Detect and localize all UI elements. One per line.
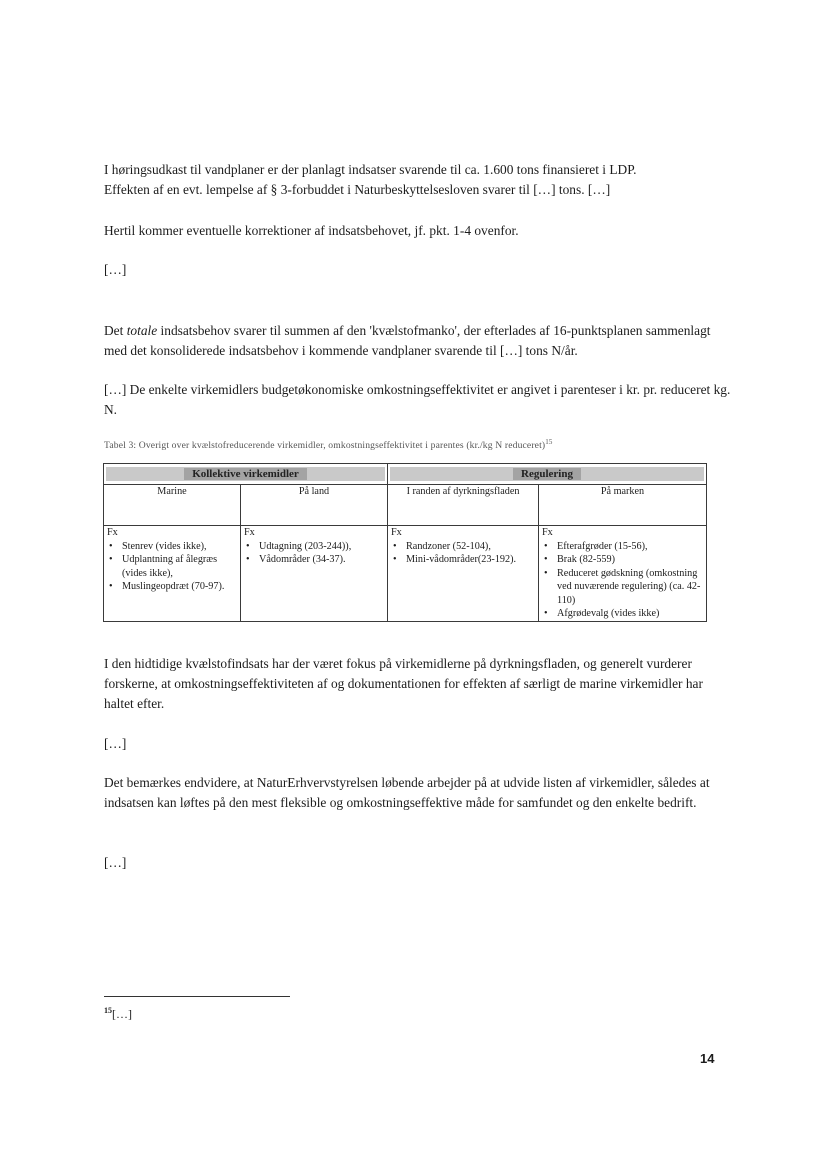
footnote-divider: [104, 996, 290, 997]
list-item: • Udplantning af ålegræs (vides ikke),: [107, 553, 237, 580]
list-item: • Brak (82-559): [542, 553, 703, 567]
page-number: 14: [700, 1051, 715, 1066]
list-item: • Stenrev (vides ikke),: [107, 540, 237, 554]
list-marine: [107, 540, 237, 594]
group-header-regulation-label: Regulering: [513, 468, 581, 480]
paragraph-2: Hertil kommer eventuelle korrektioner af indsatsbehovet, jf. pkt. 1-4 ovenfor.: [104, 223, 519, 238]
list-item: • Efterafgrøder (15-56),: [542, 540, 703, 554]
ellipsis-2: […]: [104, 736, 127, 751]
cell-field: [539, 526, 707, 622]
cell-field-edge: [388, 526, 539, 622]
list-field: [542, 540, 703, 621]
footnote: [104, 1006, 132, 1022]
paragraph-4-text-b: indsatsbehov svarer til summen af den 'kvælstofmanko', der efterlades af 16-punktsplanen sammenlagt med det konsoliderede indsatsbehov i kommende vandplaner svarende til […] tons N/år.: [104, 323, 711, 358]
footnote-number: 15: [104, 1006, 112, 1015]
list-land: [244, 540, 384, 567]
measures-table: [103, 463, 707, 622]
list-item: • Randzoner (52-104),: [391, 540, 535, 554]
paragraph-1-line-1: I høringsudkast til vandplaner er der planlagt indsatser svarende til ca. 1.600 tons finansieret i LDP.: [104, 162, 637, 177]
list-item: • Muslingeopdræt (70-97).: [107, 580, 237, 594]
cell-field-edge-fx: Fx: [391, 527, 402, 538]
table-caption-text: Tabel 3: Overigt over kvælstofreducerende virkemidler, omkostningseffektivitet i parentes (kr./kg N reduceret): [104, 440, 546, 451]
list-item: • Vådområder (34-37).: [244, 553, 384, 567]
table-caption-footnote-ref: 15: [545, 438, 553, 446]
ellipsis-1: […]: [104, 262, 127, 277]
column-header-field: På marken: [539, 485, 707, 526]
cell-land: [241, 526, 388, 622]
table-caption: [104, 438, 724, 451]
column-header-land: På land: [241, 485, 388, 526]
group-header-collective: [104, 464, 388, 485]
group-header-collective-label: Kollektive virkemidler: [184, 468, 307, 480]
paragraph-8: Det bemærkes endvidere, at NaturErhvervstyrelsen løbende arbejder på at udvide listen af virkemidler, således at indsatsen kan løftes på den mest fleksible og omkostningseffektive måde for samfundet og den enkelte bedrift.: [104, 775, 710, 810]
footnote-text: […]: [112, 1007, 132, 1021]
paragraph-1-line-2: Effekten af en evt. lempelse af § 3-forbuddet i Naturbeskyttelsesloven svarer til […] tons. […]: [104, 182, 611, 197]
cell-field-fx: Fx: [542, 527, 553, 538]
list-item: • Udtagning (203-244)),: [244, 540, 384, 554]
cell-land-fx: Fx: [244, 527, 255, 538]
group-header-regulation: [388, 464, 707, 485]
column-header-field-edge: I randen af dyrkningsfladen: [388, 485, 539, 526]
list-item: • Mini-vådområder(23-192).: [391, 553, 535, 567]
column-header-marine: Marine: [104, 485, 241, 526]
list-item: • Afgrødevalg (vides ikke): [542, 607, 703, 621]
paragraph-6: I den hidtidige kvælstofindsats har der været fokus på virkemidlerne på dyrkningsfladen, og generelt vurderer forskerne, at omkostningseffektiviteten af og dokumentationen for effekten af særligt de marine virkemidler har haltet efter.: [104, 656, 703, 711]
cell-marine: [104, 526, 241, 622]
paragraph-5: […] De enkelte virkemidlers budgetøkonomiske omkostningseffektivitet er angivet i parenteser i kr. pr. reduceret kg. N.: [104, 382, 731, 417]
list-field-edge: [391, 540, 535, 567]
paragraph-4: [104, 321, 732, 361]
paragraph-4-italic: totale: [126, 323, 158, 338]
cell-marine-fx: Fx: [107, 527, 118, 538]
list-item: • Reduceret gødskning (omkostning ved nuværende regulering) (ca. 42-110): [542, 567, 703, 608]
ellipsis-3: […]: [104, 855, 127, 870]
paragraph-4-text-a: Det: [104, 323, 127, 338]
